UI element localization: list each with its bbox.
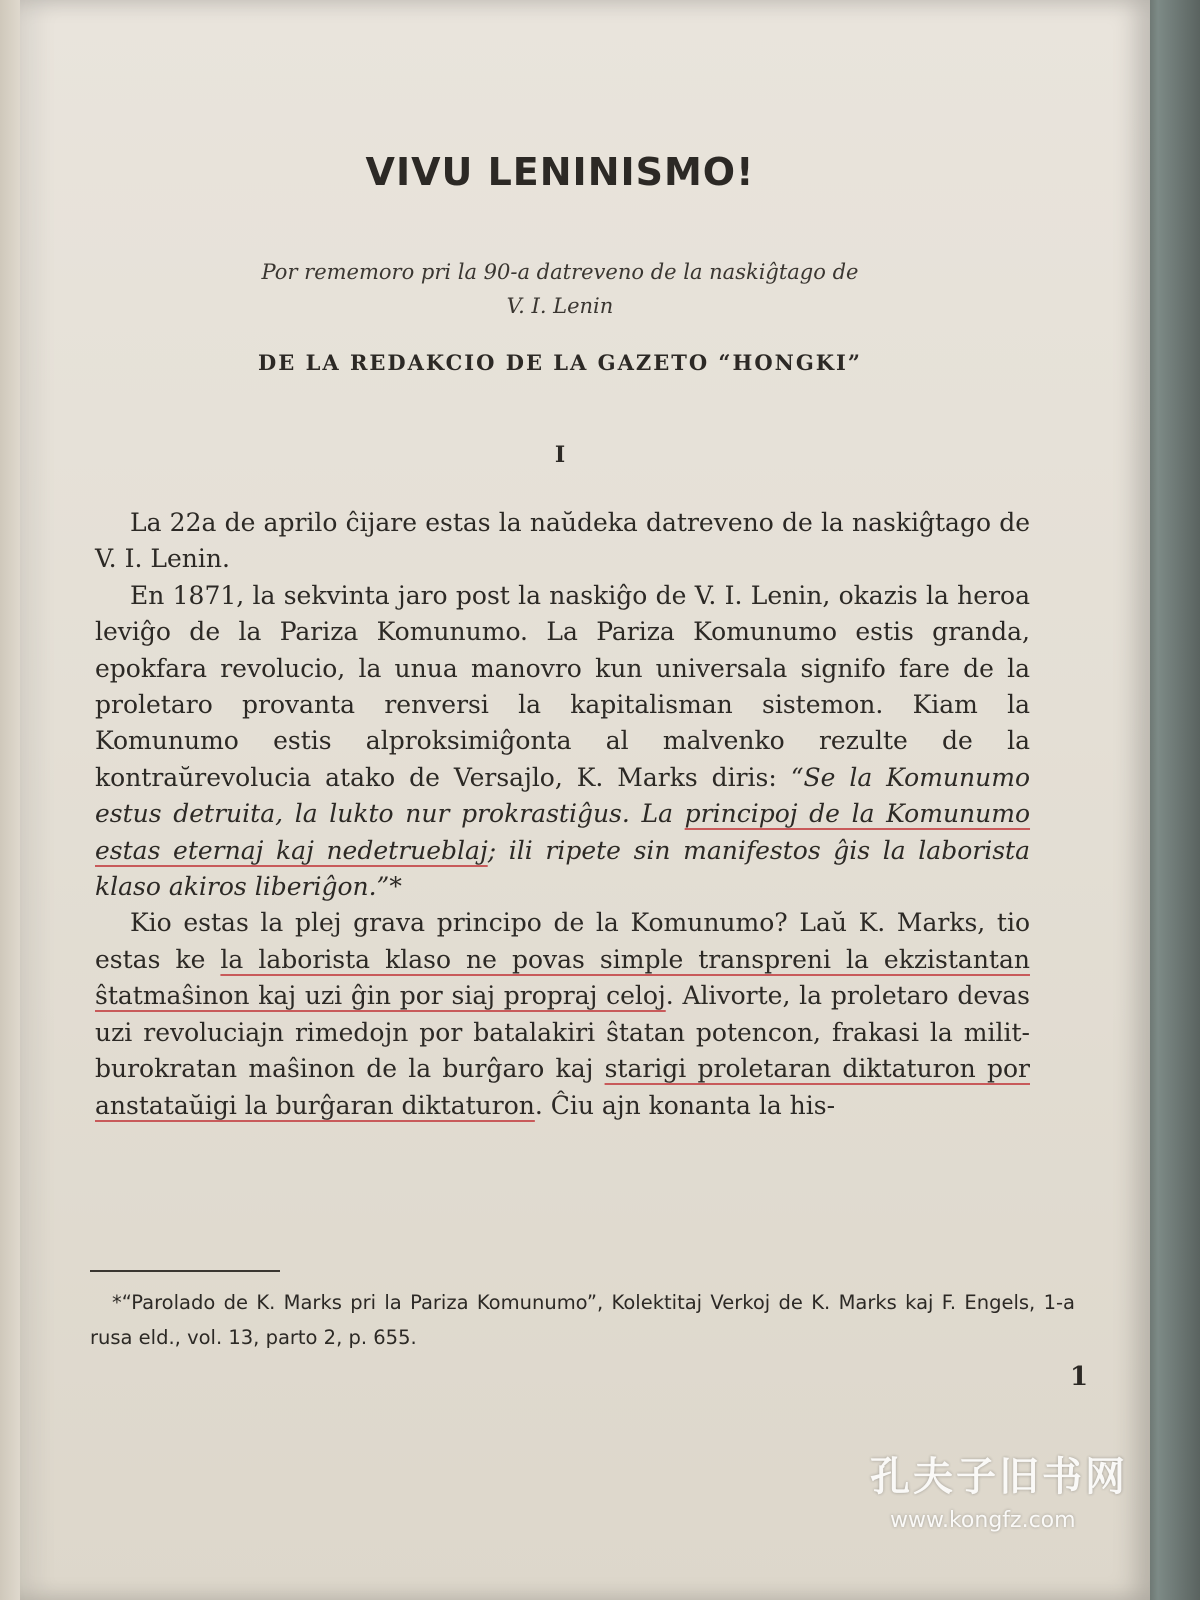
footnote: *“Parolado de K. Marks pri la Pariza Komunumo”, Kolektitaj Verkoj de K. Marks kaj F. Engels, 1-a rusa eld., vol. 13, parto 2, p. 655. <box>90 1291 1075 1349</box>
paragraph-2-text: En 1871, la sekvinta jaro post la naskiĝo de V. I. Lenin, okazis la heroa leviĝo de la Pariza Komunumo. La Pariza Komunumo estis granda, epokfara revolucio, la unua manovro kun universala signifo fare de la proletaro provanta renversi la kapitalisman sistemon. Kiam la Komunumo estis alproksimiĝonta al malvenko rezulte de la kontraŭrevolucia atako de Versajlo, K. Marks diris: <box>95 580 1030 792</box>
subtitle-line-1: Por rememoro pri la 90-a datreveno de la naskiĝtago de <box>261 260 859 284</box>
paragraph-3-underlined-1: la laborista klaso ne povas simple transpreni la ekzistantan ŝtatmaŝinon kaj uzi ĝin por siaj propraj celoj <box>95 944 1030 1011</box>
page-title: VIVU LENINISMO! <box>365 150 755 194</box>
watermark-chinese: 孔夫子旧书网 <box>870 1454 1128 1500</box>
byline: DE LA REDAKCIO DE LA GAZETO “HONGKI” <box>258 350 862 375</box>
paragraph-3-underlined-2: starigi proletaran diktaturon por anstataŭigi la burĝaran diktaturon <box>95 1054 1030 1120</box>
subtitle <box>120 255 1000 323</box>
paragraph-3 <box>95 905 1030 1123</box>
quote-part-b: ; ili ripete sin manifestos ĝis la laborista klaso akiros liberiĝon.”* <box>95 835 1030 902</box>
paragraph-3-part-c: . Ĉiu ajn konanta la his- <box>534 1090 836 1120</box>
paragraph-2 <box>95 578 1030 906</box>
watermark <box>870 1445 1190 1533</box>
quote-underlined: principoj de la Komunumo estas eternaj kaj nedetrueblaj <box>95 799 1031 865</box>
section-number: I <box>554 442 566 468</box>
paragraph-3-part-b: . Alivorte, la proletaro devas uzi revoluciajn rimedojn por batalakiri ŝtatan potencon, frakasi la milit-burokratan maŝinon de la burĝaro kaj <box>95 981 1030 1084</box>
watermark-url: www.kongfz.com <box>890 1508 1076 1533</box>
paragraph-3-part-a: Kio estas la plej grava principo de la Komunumo? Laŭ K. Marks, tio estas ke <box>95 908 1030 974</box>
book-page <box>20 0 1150 1600</box>
subtitle-line-2: V. I. Lenin <box>506 294 614 318</box>
page-number: 1 <box>1070 1362 1089 1392</box>
quote-part-a: “Se la Komunumo estus detruita, la lukto nur prokrastiĝus. La <box>95 762 1030 829</box>
body-text <box>95 505 1030 1124</box>
paragraph-1: La 22a de aprilo ĉijare estas la naŭdeka datreveno de la naskiĝtago de V. I. Lenin. <box>95 508 1030 574</box>
footnote-divider <box>90 1270 280 1272</box>
